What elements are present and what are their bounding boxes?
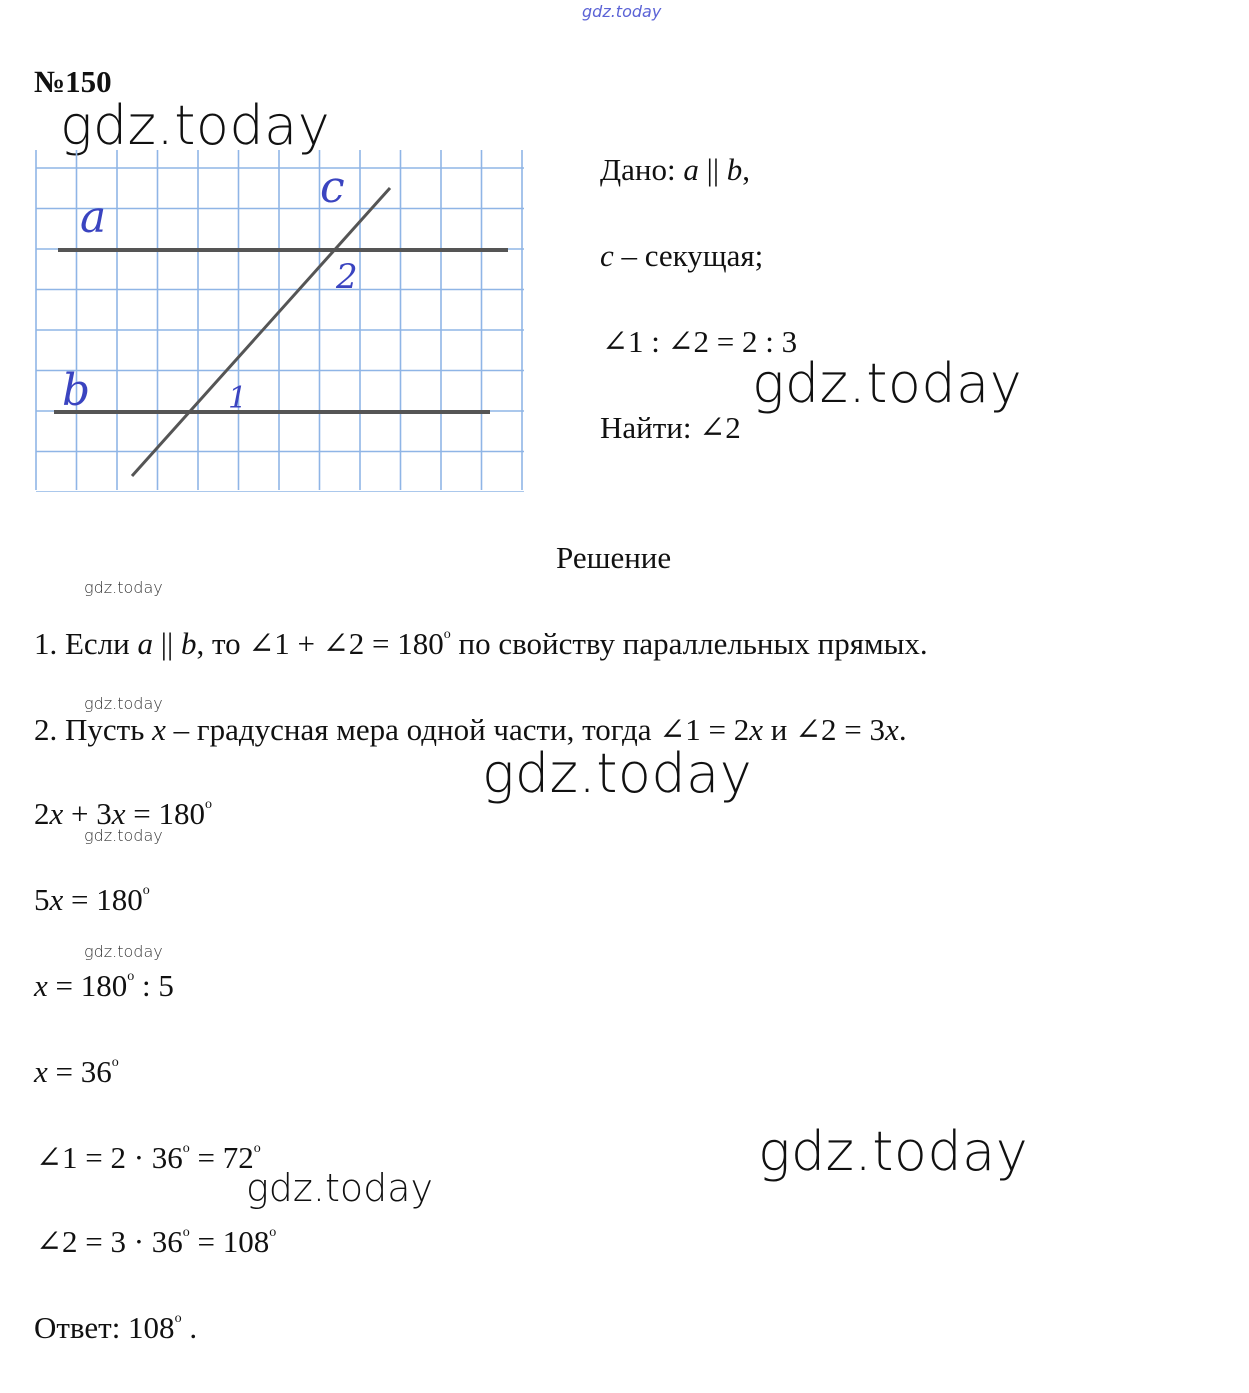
label-c: c	[320, 162, 345, 213]
label-a: a	[80, 192, 107, 243]
equation-3: $x = 180^o$ : 5	[34, 968, 174, 1003]
equation-6: ∠2 = $3 \cdot 36^o = 108^o$	[36, 1224, 277, 1259]
given-line-2: c – секущая;	[600, 238, 764, 273]
watermark-middle: gdz.today	[482, 742, 753, 805]
equation-5: ∠1 = $2 \cdot 36^o = 72^o$	[36, 1140, 261, 1175]
solution-step-1: 1. Если a || b, то ∠1 + ∠2 = $180^o$ по свойству параллельных прямых.	[34, 626, 928, 661]
watermark-given: gdz.today	[752, 352, 1023, 415]
solution-step-2: 2. Пусть x – градусная мера одной части, тогда ∠1 = 2x и ∠2 = 3x.	[34, 712, 907, 747]
given-line-3: ∠1 : ∠2 = 2 : 3	[602, 324, 798, 359]
watermark-figure: gdz.today	[60, 94, 331, 157]
solution-heading: Решение	[556, 540, 672, 575]
label-angle-2: 2	[336, 257, 358, 297]
watermark-bottom-right: gdz.today	[758, 1120, 1029, 1183]
geometry-figure	[30, 140, 530, 492]
watermark-small-2: gdz.today	[84, 694, 163, 713]
line-c	[132, 188, 390, 476]
watermark-small-1: gdz.today	[84, 578, 163, 597]
watermark-small-4: gdz.today	[84, 942, 163, 961]
watermark-small-3: gdz.today	[84, 826, 163, 845]
watermark-top: gdz.today	[582, 2, 662, 21]
problem-number: №150	[34, 64, 112, 99]
label-angle-1: 1	[228, 381, 248, 416]
equation-1: $2x + 3x = 180^o$	[34, 796, 212, 831]
equation-4: $x = 36^o$	[34, 1054, 119, 1089]
equation-2: $5x = 180^o$	[34, 882, 150, 917]
grid-paper	[36, 150, 524, 492]
given-find: Найти: ∠2	[600, 410, 741, 445]
label-b: b	[62, 365, 91, 416]
given-line-1: Дано: a || b,	[600, 152, 751, 187]
answer: Ответ: 108$^o$ .	[34, 1310, 198, 1345]
watermark-bottom-left: gdz.today	[246, 1166, 433, 1210]
